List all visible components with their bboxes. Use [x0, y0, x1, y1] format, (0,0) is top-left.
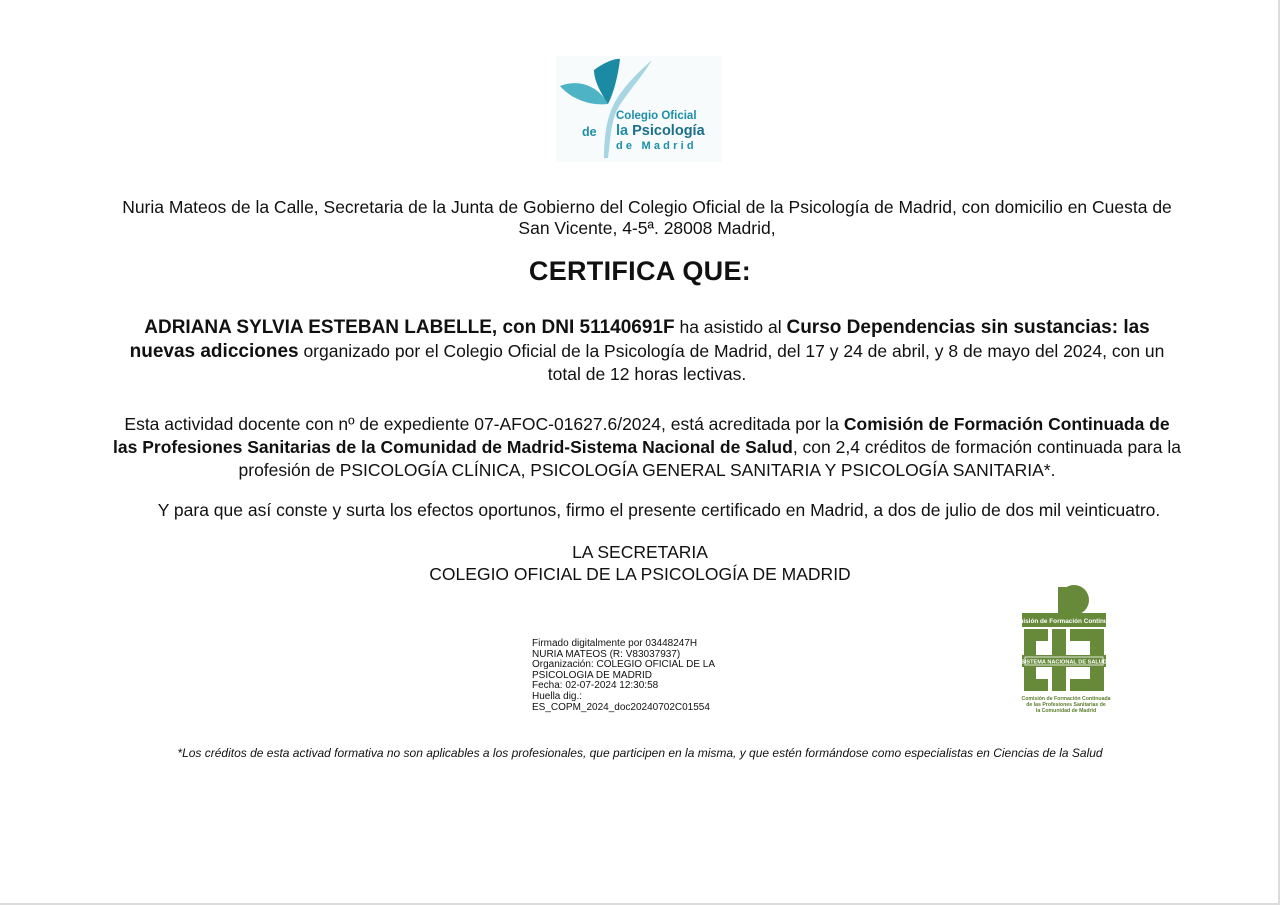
logo-line-madrid: de Madrid — [616, 140, 697, 152]
cfc-seal-top-text: Comisión de Formación Continuada — [1009, 618, 1119, 625]
digital-signature-line: Fecha: 02-07-2024 12:30:58 — [532, 680, 659, 692]
certifica-heading: CERTIFICA QUE: — [528, 256, 752, 286]
cfc-caption-line: de las Profesiones Sanitarias de — [1026, 702, 1106, 708]
attendee-name-dni: ADRIANA SYLVIA ESTEBAN LABELLE, con DNI 51140691F — [144, 317, 675, 338]
digital-signature-stamp — [532, 639, 752, 713]
course-name: Curso Dependencias sin sustancias: las nuevas adicciones — [129, 317, 1150, 362]
logo-de: de — [582, 125, 597, 139]
attendance-text-b: organizado por el Colegio Oficial de la Psicología de Madrid, del 17 y 24 de abril, y 8 de mayo del 2024, con un total de 12 horas lectivas. — [298, 340, 1165, 384]
cfc-accreditation-seal — [1009, 583, 1119, 719]
accreditation-commission: Comisión de Formación Continuada de las Profesiones Sanitarias de la Comunidad de Madrid-Sistema Nacional de Salud — [113, 414, 1170, 457]
logo-line-colegio: Colegio Oficial — [616, 110, 697, 122]
intro-paragraph: Nuria Mateos de la Calle, Secretaria de la Junta de Gobierno del Colegio Oficial de la Psicología de Madrid, con domicilio en Cuesta de San Vicente, 4-5ª. 28008 Madrid, — [122, 197, 1172, 238]
cfc-seal-icon — [1009, 583, 1119, 695]
digital-signature-line: Firmado digitalmente por 03448247H — [532, 638, 698, 649]
colegio-logo — [556, 56, 722, 162]
closing-paragraph: Y para que así conste y surta los efectos oportunos, firmo el presente certificado en Madrid, a dos de julio de dos mil veinticuatro. — [157, 500, 1161, 520]
accreditation-paragraph — [112, 413, 1182, 482]
signature-block — [0, 541, 1280, 585]
accreditation-text-a: Esta actividad docente con nº de expediente 07-AFOC-01627.6/2024, está acreditada por la — [124, 414, 844, 434]
digital-signature-line: ES_COPM_2024_doc20240702C01554 — [532, 701, 710, 713]
cfc-caption-line: la Comunidad de Madrid — [1035, 708, 1097, 714]
logo-la: la — [616, 123, 629, 139]
cfc-seal-middle-text: SISTEMA NACIONAL DE SALUD — [1021, 659, 1107, 666]
signature-role: LA SECRETARIA — [572, 542, 708, 562]
signature-org: COLEGIO OFICIAL DE LA PSICOLOGÍA DE MADRID — [429, 564, 851, 584]
attendance-paragraph — [112, 316, 1182, 387]
credits-footnote: *Los créditos de esta activad formativa no son aplicables a los profesionales, que participen en la misma, y que estén formándose como especialistas en Ciencias de la Salud — [177, 746, 1103, 760]
logo-line-psicologia — [616, 124, 705, 139]
digital-signature-line: Huella dig.: — [532, 690, 583, 702]
digital-signature-line: PSICOLOGIA DE MADRID — [532, 669, 653, 681]
attendance-text-a: ha asistido al — [674, 317, 787, 337]
accreditation-text-b: , con 2,4 créditos de formación continuada para la profesión de PSICOLOGÍA CLÍNICA, PSICOLOGÍA GENERAL SANITARIA Y PSICOLOGÍA SANITARIA*. — [238, 437, 1181, 480]
cfc-caption-line: Comisión de Formación Continuada — [1021, 696, 1111, 702]
logo-psicologia: Psicología — [632, 123, 705, 139]
digital-signature-line: Organización: COLEGIO OFICIAL DE LA — [532, 659, 716, 671]
cfc-seal-caption — [1018, 696, 1114, 714]
digital-signature-line: NURIA MATEOS (R: V83037937) — [532, 648, 681, 660]
